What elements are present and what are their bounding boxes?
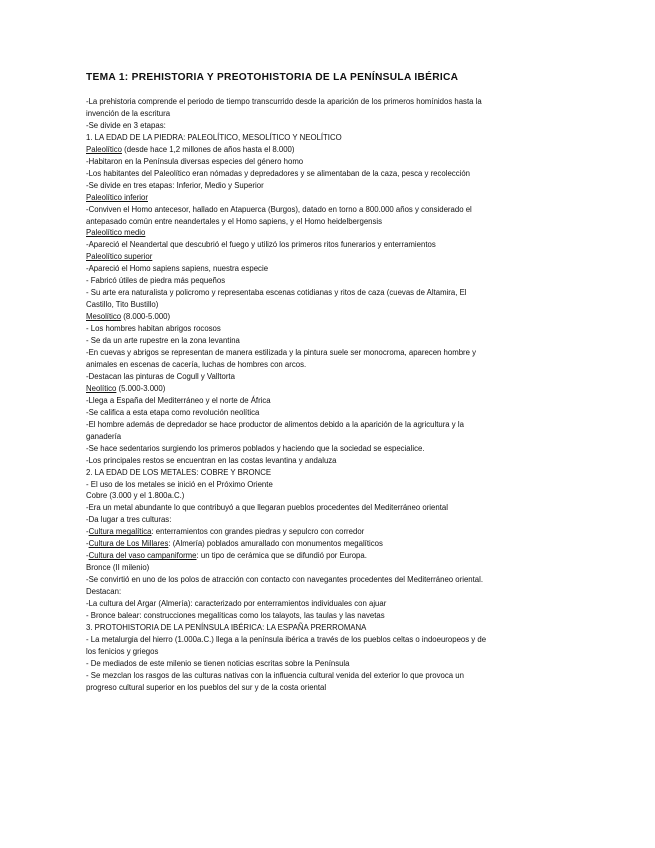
document-title: TEMA 1: PREHISTORIA Y PREOTOHISTORIA DE LA PENÍNSULA IBÉRICA — [86, 72, 459, 83]
paragraph: -Se hace sedentarios surgiendo los primeros poblados y haciendo que la sociedad se especialice. — [86, 443, 425, 453]
paragraph: -Los habitantes del Paleolítico eran nómadas y depredadores y se alimentaban de la caza, pesca y recolección — [86, 168, 471, 178]
paragraph: Cobre (3.000 y el 1.800a.C.) — [86, 491, 185, 501]
paragraph: - El uso de los metales se inició en el Próximo Oriente — [86, 479, 273, 489]
underlined-label: Cultura del vaso campaniforme — [88, 551, 197, 561]
paragraph: - De mediados de este milenio se tienen noticias escritas sobre la Península — [86, 658, 350, 668]
subsection-heading — [86, 251, 492, 263]
date-range: (5.000-3.000) — [116, 383, 166, 393]
date-range: (desde hace 1,2 millones de años hasta el 8.000) — [121, 144, 295, 154]
date-range: (8.000-5.000) — [121, 312, 171, 322]
culture-item: -Cultura de Los Millares: (Almería) poblados amurallado con monumentos megalíticos — [86, 539, 383, 549]
underlined-label: Mesolítico — [86, 312, 122, 322]
culture-description: : un tipo de cerámica que se difundió por Europa. — [196, 551, 367, 561]
subsection-heading — [86, 192, 492, 204]
culture-item: -Cultura megalítica: enterramientos con grandes piedras y sepulcro con corredor — [86, 527, 365, 537]
paragraph: -La cultura del Argar (Almería): caracterizado por enterramientos individuales con ajuar — [86, 599, 387, 609]
underlined-label: Paleolítico superior — [86, 252, 153, 262]
paragraph: - Su arte era naturalista y policromo y representaba escenas cotidianas y ritos de caza (cuevas de Altamira, El Castillo, Tito Bustillo) — [86, 288, 467, 310]
paragraph: -Llega a España del Mediterráneo y el norte de África — [86, 395, 271, 405]
paragraph: -Apareció el Homo sapiens sapiens, nuestra especie — [86, 264, 269, 274]
underlined-label: Neolítico — [86, 383, 117, 393]
neolitico-heading — [86, 383, 492, 395]
paragraph: -La prehistoria comprende el periodo de tiempo transcurrido desde la aparición de los primeros homínidos hasta la invención de la escritura — [86, 97, 482, 118]
culture-description: : (Almería) poblados amurallado con monumentos megalíticos — [168, 539, 383, 549]
subsection-heading — [86, 227, 492, 239]
mesolitico-heading — [86, 311, 492, 323]
section-heading-3: 3. PROTOHISTORIA DE LA PENÍNSULA IBÉRICA: LA ESPAÑA PRERROMANA — [86, 622, 367, 632]
underlined-label: Paleolítico medio — [86, 228, 146, 238]
paragraph: -Se divide en tres etapas: Inferior, Medio y Superior — [86, 180, 264, 190]
paragraph: -Los principales restos se encuentran en las costas levantina y andaluza — [86, 455, 337, 465]
paragraph: - Los hombres habitan abrigos rocosos — [86, 324, 221, 334]
underlined-label: Paleolítico — [86, 144, 122, 154]
paragraph: - Fabricó útiles de piedra más pequeños — [86, 276, 226, 286]
paragraph: -Se califica a esta etapa como revolución neolítica — [86, 407, 260, 417]
paragraph: -El hombre además de depredador se hace productor de alimentos debido a la aparición de la agricultura y la ganadería — [86, 419, 464, 441]
paragraph: -Da lugar a tres culturas: — [86, 515, 172, 525]
paragraph: -En cuevas y abrigos se representan de manera estilizada y la pintura suele ser monocroma, aparecen hombre y animales en escenas de cacería, luchas de hombres con arcos. — [86, 348, 477, 369]
paragraph: -Apareció el Neandertal que descubrió el fuego y utilizó los primeros ritos funerarios y enterramientos — [86, 240, 436, 250]
culture-item: -Cultura del vaso campaniforme: un tipo de cerámica que se difundió por Europa. — [86, 551, 367, 561]
paragraph: - Bronce balear: construcciones megalíticas como los talayots, las taulas y las navetas — [86, 610, 385, 620]
underlined-label: Cultura megalítica — [88, 527, 152, 537]
paragraph: - Se mezclan los rasgos de las culturas nativas con la influencia cultural venida del exterior lo que provoca un progreso cultural superior en los pueblos del sur y de la costa oriental — [86, 670, 464, 692]
paleolitico-heading — [86, 144, 492, 156]
document-body — [86, 96, 492, 694]
culture-description: : enterramientos con grandes piedras y sepulcro con corredor — [151, 527, 365, 537]
underlined-label: Paleolítico inferior — [86, 192, 148, 202]
paragraph: Bronce (II milenio) — [86, 563, 150, 573]
paragraph: -Destacan las pinturas de Cogull y Valltorta — [86, 371, 235, 381]
paragraph: -Era un metal abundante lo que contribuyó a que llegaran pueblos procedentes del Mediterráneo oriental — [86, 503, 448, 513]
paragraph: -Conviven el Homo antecesor, hallado en Atapuerca (Burgos), datado en torno a 800.000 años y considerado el antepasado común entre neandertales y el Homo sapiens, y el Homo heidelbergensis — [86, 204, 472, 226]
paragraph: - Se da un arte rupestre en la zona levantina — [86, 336, 240, 346]
paragraph: - La metalurgia del hierro (1.000a.C.) llega a la península ibérica a través de los pueblos celtas o indoeuropeos y de los fenicios y griegos — [86, 634, 487, 656]
underlined-label: Cultura de Los Millares — [88, 539, 169, 549]
section-heading-2: 2. LA EDAD DE LOS METALES: COBRE Y BRONCE — [86, 467, 272, 477]
paragraph: -Se convirtió en uno de los polos de atracción con contacto con navegantes procedentes del Mediterráneo oriental. Destacan: — [86, 575, 484, 597]
paragraph: -Habitaron en la Península diversas especies del género homo — [86, 156, 304, 166]
section-heading-1: 1. LA EDAD DE LA PIEDRA: PALEOLÍTICO, MESOLÍTICO Y NEOLÍTICO — [86, 132, 342, 142]
paragraph: -Se divide en 3 etapas: — [86, 120, 166, 130]
